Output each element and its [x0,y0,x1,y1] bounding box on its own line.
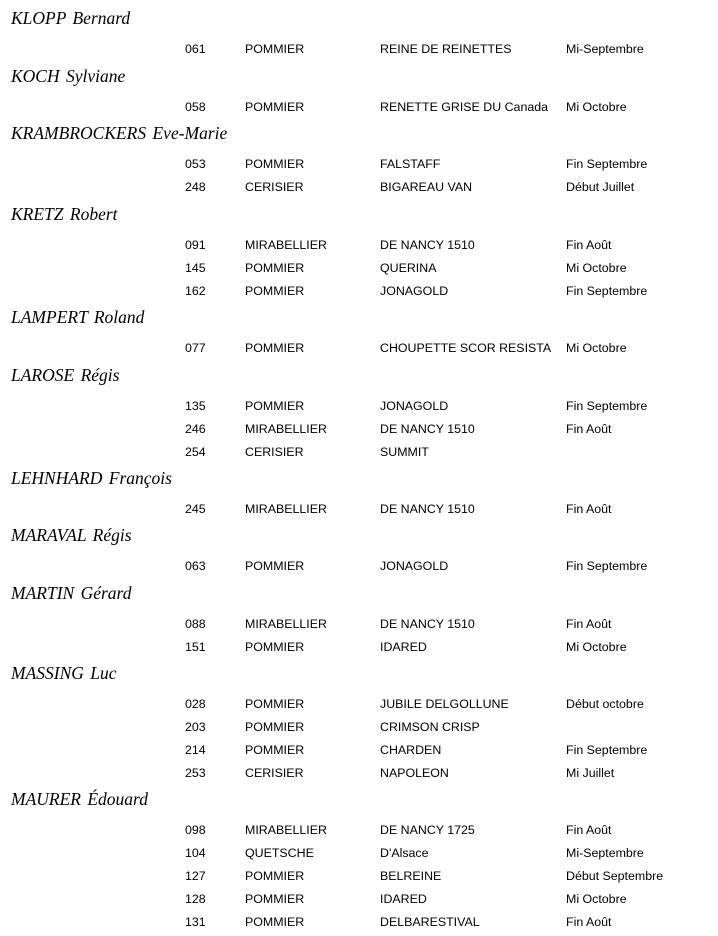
tree-entry-row [0,421,718,437]
tree-variety: DE NANCY 1725 [380,823,475,837]
harvest-period: Fin Août [566,422,612,436]
tree-code: 061 [185,42,206,56]
tree-variety: JONAGOLD [380,284,449,298]
person-name: MARTIN Gérard [11,583,132,603]
tree-code: 053 [185,157,206,171]
person-name: KLOPP Bernard [11,8,131,28]
person-name: MARAVAL Régis [11,525,132,545]
tree-species: POMMIER [245,100,305,114]
tree-code: 214 [185,743,206,757]
tree-variety: IDARED [380,640,427,654]
tree-entry-row [0,616,718,632]
tree-code: 088 [185,617,206,631]
tree-species: POMMIER [245,640,305,654]
tree-variety: CHARDEN [380,743,442,757]
tree-entry-row [0,340,718,356]
harvest-period: Fin Août [566,238,612,252]
harvest-period: Mi Octobre [566,261,627,275]
tree-species: MIRABELLIER [245,617,327,631]
tree-species: POMMIER [245,341,305,355]
tree-species: POMMIER [245,743,305,757]
tree-variety: DELBARESTIVAL [380,915,480,929]
tree-species: MIRABELLIER [245,823,327,837]
tree-entry-row [0,891,718,907]
harvest-period: Mi-Septembre [566,846,644,860]
harvest-period: Fin Septembre [566,157,648,171]
tree-entry-row [0,260,718,276]
tree-code: 063 [185,559,206,573]
tree-entry-row [0,444,718,460]
tree-variety: RENETTE GRISE DU Canada [380,100,549,114]
tree-species: POMMIER [245,261,305,275]
person-name: KRETZ Robert [11,204,118,224]
tree-variety: DE NANCY 1510 [380,502,475,516]
tree-species: CERISIER [245,180,304,194]
tree-species: POMMIER [245,157,305,171]
tree-entry-row [0,398,718,414]
tree-variety: QUERINA [380,261,437,275]
harvest-period: Mi Octobre [566,892,627,906]
harvest-period: Mi Octobre [566,341,627,355]
tree-entry-row [0,179,718,195]
tree-entry-row [0,639,718,655]
person-name: KRAMBROCKERS Eve-Marie [11,123,228,143]
tree-variety: DE NANCY 1510 [380,238,475,252]
harvest-period: Mi Juillet [566,766,615,780]
tree-entry-row [0,99,718,115]
harvest-period: Fin Août [566,502,612,516]
tree-code: 127 [185,869,206,883]
harvest-period: Fin Août [566,617,612,631]
tree-variety: IDARED [380,892,427,906]
tree-code: 028 [185,697,206,711]
tree-entry-row [0,765,718,781]
harvest-period: Fin Septembre [566,284,648,298]
harvest-period: Fin Août [566,915,612,929]
tree-species: POMMIER [245,559,305,573]
tree-variety: REINE DE REINETTES [380,42,512,56]
tree-entry-row [0,719,718,735]
tree-species: POMMIER [245,42,305,56]
tree-code: 151 [185,640,206,654]
tree-code: 145 [185,261,206,275]
tree-variety: BELREINE [380,869,442,883]
tree-species: CERISIER [245,766,304,780]
tree-variety: CRIMSON CRISP [380,720,480,734]
tree-code: 091 [185,238,206,252]
tree-code: 131 [185,915,206,929]
harvest-period: Fin Septembre [566,743,648,757]
harvest-period: Mi Octobre [566,100,627,114]
tree-entry-row [0,742,718,758]
harvest-period: Début Septembre [566,869,664,883]
tree-variety: JUBILE DELGOLLUNE [380,697,509,711]
harvest-period: Mi-Septembre [566,42,644,56]
person-name: KOCH Sylviane [11,66,126,86]
tree-variety: BIGAREAU VAN [380,180,473,194]
harvest-period: Fin Août [566,823,612,837]
tree-species: POMMIER [245,720,305,734]
tree-entry-row [0,156,718,172]
tree-variety: CHOUPETTE SCOR RESISTA [380,341,552,355]
tree-code: 245 [185,502,206,516]
tree-variety: JONAGOLD [380,559,449,573]
tree-code: 104 [185,846,206,860]
tree-entry-row [0,237,718,253]
tree-entry-row [0,868,718,884]
tree-entry-row [0,501,718,517]
harvest-period: Fin Septembre [566,559,648,573]
person-name: MAURER Édouard [11,789,148,809]
tree-entry-row [0,41,718,57]
tree-species: POMMIER [245,869,305,883]
tree-variety: JONAGOLD [380,399,449,413]
tree-code: 248 [185,180,206,194]
tree-code: 135 [185,399,206,413]
tree-code: 098 [185,823,206,837]
tree-code: 058 [185,100,206,114]
person-name: LAROSE Régis [11,365,120,385]
tree-entry-row [0,696,718,712]
tree-species: MIRABELLIER [245,502,327,516]
harvest-period: Début Juillet [566,180,635,194]
tree-code: 162 [185,284,206,298]
tree-variety: FALSTAFF [380,157,441,171]
tree-variety: DE NANCY 1510 [380,422,475,436]
harvest-period: Fin Septembre [566,399,648,413]
tree-entry-row [0,558,718,574]
tree-species: MIRABELLIER [245,238,327,252]
tree-species: POMMIER [245,284,305,298]
tree-code: 203 [185,720,206,734]
harvest-period: Début octobre [566,697,644,711]
tree-variety: DE NANCY 1510 [380,617,475,631]
tree-entry-row [0,845,718,861]
person-name: LAMPERT Roland [11,307,145,327]
tree-variety: NAPOLEON [380,766,449,780]
tree-species: POMMIER [245,697,305,711]
tree-species: POMMIER [245,399,305,413]
tree-entry-row [0,914,718,930]
tree-code: 253 [185,766,206,780]
tree-entry-row [0,822,718,838]
tree-variety: SUMMIT [380,445,429,459]
tree-code: 128 [185,892,206,906]
person-name: LEHNHARD François [11,468,172,488]
tree-entry-row [0,283,718,299]
tree-species: POMMIER [245,915,305,929]
tree-variety: D'Alsace [380,846,429,860]
tree-code: 246 [185,422,206,436]
tree-code: 254 [185,445,206,459]
tree-species: POMMIER [245,892,305,906]
tree-code: 077 [185,341,206,355]
harvest-period: Mi Octobre [566,640,627,654]
tree-species: MIRABELLIER [245,422,327,436]
person-name: MASSING Luc [11,663,117,683]
tree-species: CERISIER [245,445,304,459]
tree-species: QUETSCHE [245,846,314,860]
